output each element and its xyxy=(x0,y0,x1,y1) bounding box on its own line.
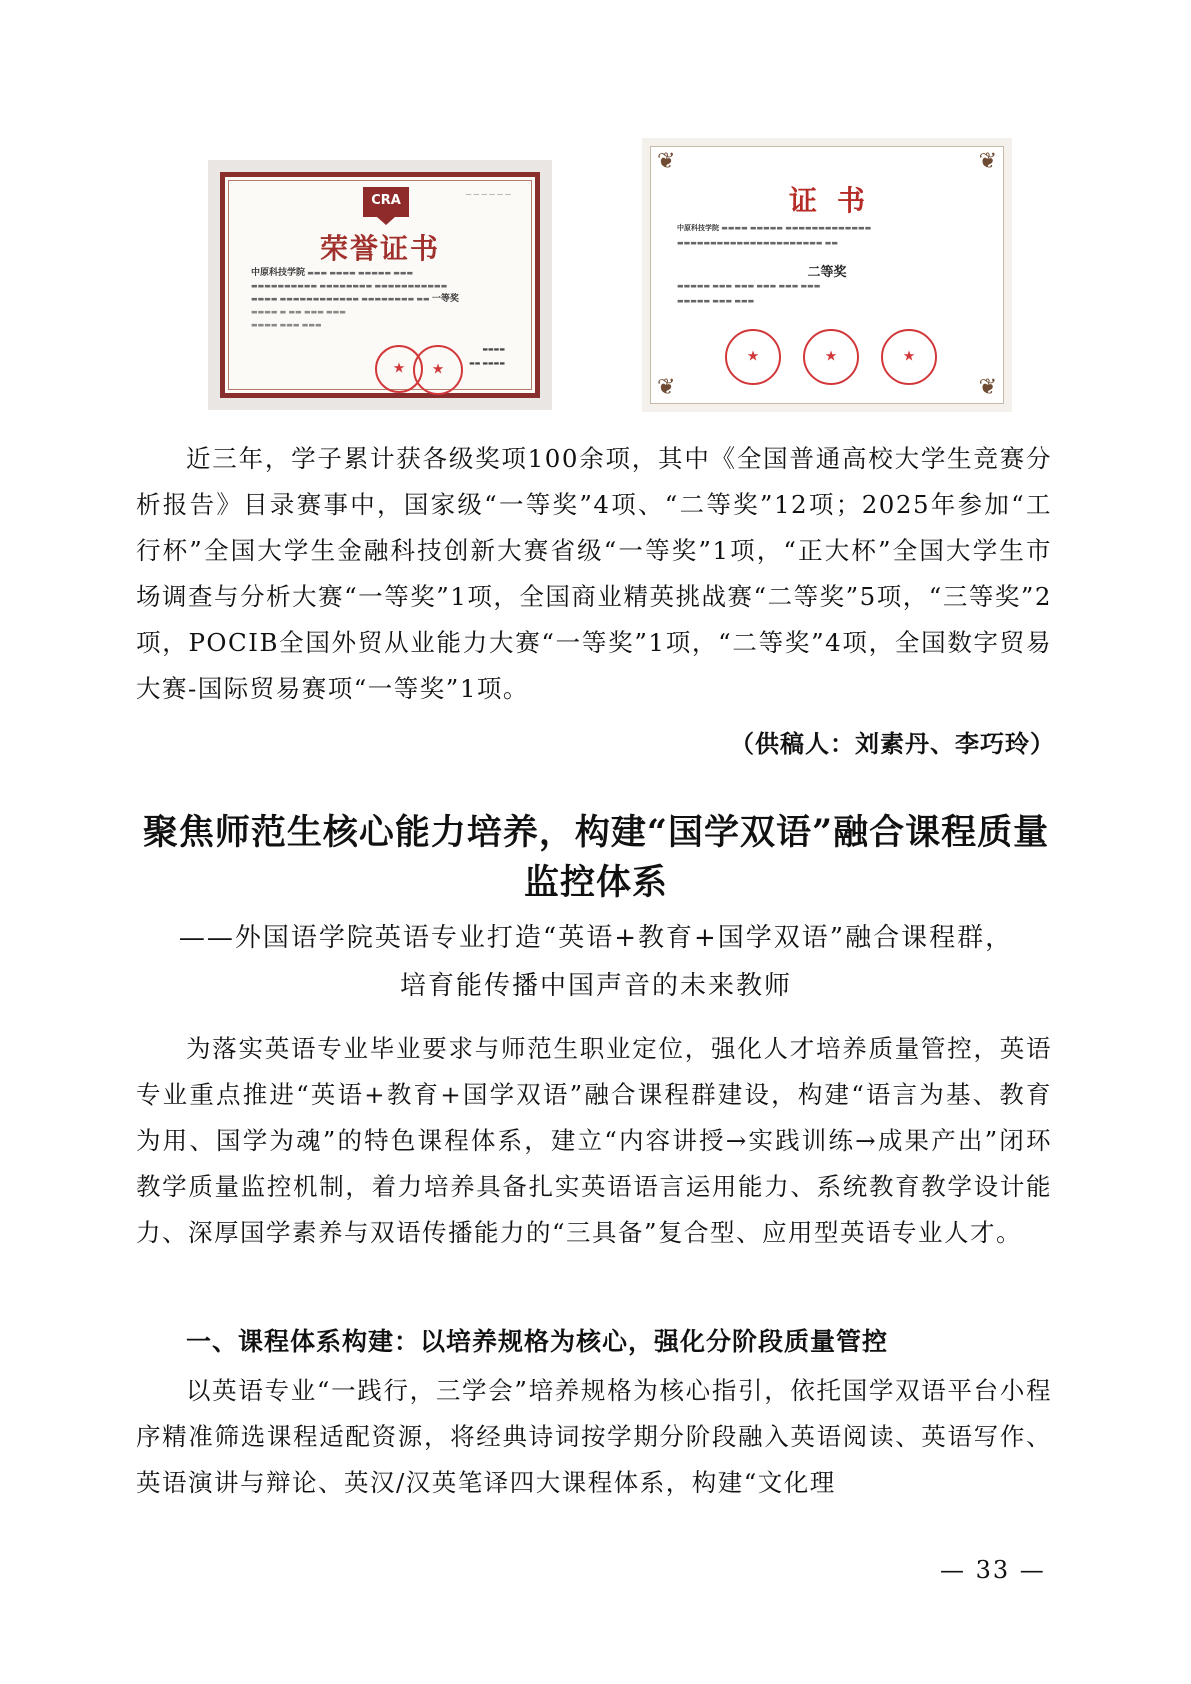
intro-paragraph: 为落实英语专业毕业要求与师范生职业定位，强化人才培养质量管控，英语专业重点推进“英语+教育+国学双语”融合课程群建设，构建“语言为基、教育为用、国学为魂”的特色课程体系，建立“内容讲授→实践训练→成果产出”闭环教学质量监控机制，着力培养具备扎实英语语言运用能力、系统教育教学设计能力、深厚国学素养与双语传播能力的“三具备”复合型、应用型英语专业人才。 xyxy=(136,1034,1052,1247)
honor-certificate-photo xyxy=(208,160,552,410)
red-seal-icon xyxy=(413,345,463,395)
certificate-school: 中原科技学院 xyxy=(677,224,719,232)
certificate-frame xyxy=(220,172,540,398)
ornament-icon: ❦ xyxy=(657,375,676,400)
certificate-frame xyxy=(650,146,1004,404)
section-heading: 一、课程体系构建：以培养规格为核心，强化分阶段质量管控 xyxy=(186,1327,889,1356)
ornament-icon: ❦ xyxy=(978,149,997,174)
awards-paragraph: 近三年，学子累计获各级奖项100余项，其中《全国普通高校大学生竞赛分析报告》目录赛事中，国家级“一等奖”4项、“二等奖”12项；2025年参加“工行杯”全国大学生金融科技创新大赛省级“一等奖”1项，“正大杯”全国大学生市场调查与分析大赛“一等奖”1项，全国商业精英挑战赛“二等奖”5项，“三等奖”2项，POCIB全国外贸从业能力大赛“一等奖”1项，“二等奖”4项，全国数字贸易大赛-国际贸易赛项“一等奖”1项。 xyxy=(136,444,1052,703)
certificate-school: 中原科技学院 xyxy=(251,268,306,278)
certificate-title: 荣誉证书 xyxy=(319,232,440,265)
article-title xyxy=(120,808,1072,908)
article-title-line-2: 监控体系 xyxy=(523,862,668,903)
cra-logo: CRA xyxy=(363,187,409,217)
article-subtitle-line-1: ——外国语学院英语专业打造“英语+教育+国学双语”融合课程群， xyxy=(178,923,1014,953)
red-seal-icon xyxy=(803,329,859,385)
red-seal-icon xyxy=(881,329,937,385)
certificate-footer: ▬▬▬▬ ▬▬ ▬▬▬▬ xyxy=(469,346,505,367)
certificate-award: 二等奖 xyxy=(807,265,847,280)
certificate-body: 中原科技学院 ▬▬▬ ▬▬▬▬ ▬▬▬▬▬ ▬▬▬ ▬▬▬▬▬▬▬▬▬▬ ▬▬▬▬▬▬▬▬ ▬▬▬▬▬▬▬▬▬▬▬ ▬▬▬▬ ▬▬▬▬▬▬▬▬▬▬▬▬ ▬▬▬▬▬▬▬▬ ▬▬ 一等奖 ▬▬▬▬ ▬ ▬▬ ▬▬▬ ▬▬▬ ▬▬▬▬ ▬▬▬ ▬▬▬ xyxy=(251,268,459,329)
ornament-icon: ❦ xyxy=(657,149,676,174)
award-certificate-photo xyxy=(642,138,1012,412)
certificate-body: 中原科技学院 ▬▬▬▬ ▬▬▬▬▬ ▬▬▬▬▬▬▬▬▬▬▬▬▬ ▬▬▬▬▬▬▬▬▬▬▬▬▬▬▬▬▬▬▬▬▬▬ ▬▬ xyxy=(677,224,872,247)
ornament-icon: ❦ xyxy=(978,375,997,400)
contributor-credit: （供稿人：刘素丹、李巧玲） xyxy=(730,730,1055,758)
red-seal-icon xyxy=(725,329,781,385)
article-subtitle xyxy=(120,914,1072,1010)
certificate-serial: — — — — — — xyxy=(465,191,511,198)
certificate-team: ▬▬▬▬▬ ▬▬▬ ▬▬▬ ▬▬▬ ▬▬▬ ▬▬▬ ▬▬▬▬▬ ▬▬▬ ▬▬▬ xyxy=(677,282,821,305)
page-number: — 33 — xyxy=(940,1556,1046,1584)
certificate-result: 一等奖 xyxy=(431,294,459,304)
article-title-line-1: 聚焦师范生核心能力培养，构建“国学双语”融合课程质量 xyxy=(142,812,1050,853)
article-subtitle-line-2: 培育能传播中国声音的未来教师 xyxy=(399,971,792,1001)
certificate-title: 证书 xyxy=(788,184,885,217)
section-paragraph: 以英语专业“一践行，三学会”培养规格为核心指引，依托国学双语平台小程序精准筛选课程适配资源，将经典诗词按学期分阶段融入英语阅读、英语写作、英语演讲与辩论、英汉/汉英笔译四大课程体系，构建“文化理 xyxy=(136,1376,1052,1497)
